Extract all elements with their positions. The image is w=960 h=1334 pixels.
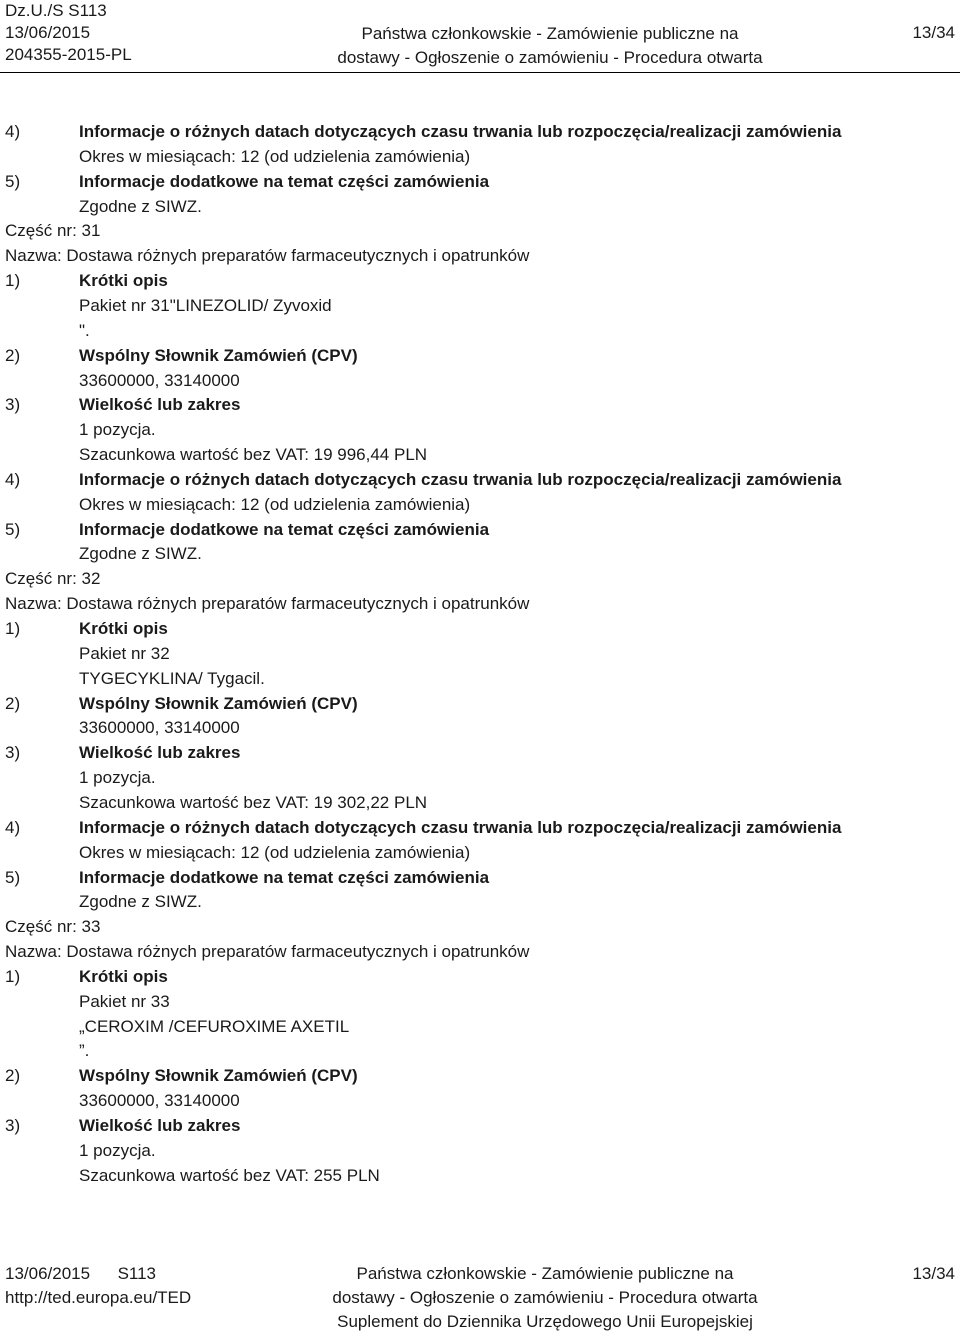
line-text: Pakiet nr 33 bbox=[79, 992, 170, 1011]
line-text: Okres w miesiącach: 12 (od udzielenia zamówienia) bbox=[79, 843, 471, 862]
section-title: Informacje o różnych datach dotyczących czasu trwania lub rozpoczęcia/realizacji zamówienia bbox=[79, 470, 842, 489]
section-title: Informacje o różnych datach dotyczących czasu trwania lub rozpoczęcia/realizacji zamówienia bbox=[79, 818, 842, 837]
section-title: Wspólny Słownik Zamówień (CPV) bbox=[79, 1066, 358, 1085]
page-footer bbox=[0, 1262, 960, 1334]
page-header bbox=[0, 0, 960, 73]
section-title: Wielkość lub zakres bbox=[79, 743, 241, 762]
footer-title-line1: Państwa członkowskie - Zamówienie publiczne na bbox=[356, 1264, 734, 1283]
section-number: 4) bbox=[5, 470, 21, 489]
section-title: Krótki opis bbox=[79, 271, 168, 290]
header-title-line2: dostawy - Ogłoszenie o zamówieniu - Procedura otwarta bbox=[337, 48, 763, 67]
footer-date: 13/06/2015 bbox=[5, 1264, 91, 1283]
line-text: Zgodne z SIWZ. bbox=[79, 544, 202, 563]
line-text: ". bbox=[79, 321, 90, 340]
line-text: 1 pozycja. bbox=[79, 768, 156, 787]
line-text: Okres w miesiącach: 12 (od udzielenia zamówienia) bbox=[79, 147, 471, 166]
section-number: 1) bbox=[5, 271, 21, 290]
line-text: Zgodne z SIWZ. bbox=[79, 197, 202, 216]
section-title: Informacje dodatkowe na temat części zamówienia bbox=[79, 868, 490, 887]
header-journal: Dz.U./S S113 bbox=[5, 1, 107, 20]
section-number: 5) bbox=[5, 868, 21, 887]
line-text: Pakiet nr 31"LINEZOLID/ Zyvoxid bbox=[79, 296, 332, 315]
footer-issue: S113 bbox=[117, 1264, 157, 1283]
line-text: Okres w miesiącach: 12 (od udzielenia zamówienia) bbox=[79, 495, 471, 514]
header-date: 13/06/2015 bbox=[5, 23, 91, 42]
line-text: TYGECYKLINA/ Tygacil. bbox=[79, 669, 265, 688]
section-title: Wspólny Słownik Zamówień (CPV) bbox=[79, 694, 358, 713]
section-title: Wielkość lub zakres bbox=[79, 395, 241, 414]
section-title: Wspólny Słownik Zamówień (CPV) bbox=[79, 346, 358, 365]
section-title: Informacje dodatkowe na temat części zamówienia bbox=[79, 520, 490, 539]
header-title-line1: Państwa członkowskie - Zamówienie publiczne na bbox=[361, 24, 739, 43]
section-number: 2) bbox=[5, 1066, 21, 1085]
header-title bbox=[320, 22, 780, 70]
section-number: 1) bbox=[5, 619, 21, 638]
line-text: 33600000, 33140000 bbox=[79, 371, 240, 390]
line-text: Nazwa: Dostawa różnych preparatów farmaceutycznych i opatrunków bbox=[5, 942, 530, 961]
section-number: 3) bbox=[5, 395, 21, 414]
section-number: 1) bbox=[5, 967, 21, 986]
line-text: 33600000, 33140000 bbox=[79, 718, 240, 737]
footer-url[interactable]: http://ted.europa.eu/TED bbox=[5, 1288, 192, 1307]
section-title: Krótki opis bbox=[79, 619, 168, 638]
line-text: Część nr: 33 bbox=[5, 917, 101, 936]
line-text: 1 pozycja. bbox=[79, 420, 156, 439]
line-text: 1 pozycja. bbox=[79, 1141, 156, 1160]
section-title: Wielkość lub zakres bbox=[79, 1116, 241, 1135]
section-number: 4) bbox=[5, 122, 21, 141]
section-number: 3) bbox=[5, 743, 21, 762]
line-text: Nazwa: Dostawa różnych preparatów farmaceutycznych i opatrunków bbox=[5, 246, 530, 265]
line-text: Szacunkowa wartość bez VAT: 255 PLN bbox=[79, 1166, 380, 1185]
section-number: 5) bbox=[5, 520, 21, 539]
footer-page-number: 13/34 bbox=[912, 1264, 955, 1283]
line-text: 33600000, 33140000 bbox=[79, 1091, 240, 1110]
header-left bbox=[5, 0, 132, 66]
line-text: Zgodne z SIWZ. bbox=[79, 892, 202, 911]
line-text: Nazwa: Dostawa różnych preparatów farmaceutycznych i opatrunków bbox=[5, 594, 530, 613]
line-text: ”. bbox=[79, 1041, 90, 1060]
section-title: Informacje dodatkowe na temat części zamówienia bbox=[79, 172, 490, 191]
section-number: 2) bbox=[5, 346, 21, 365]
section-title: Informacje o różnych datach dotyczących czasu trwania lub rozpoczęcia/realizacji zamówienia bbox=[79, 122, 842, 141]
line-text: Część nr: 32 bbox=[5, 569, 101, 588]
section-number: 3) bbox=[5, 1116, 21, 1135]
footer-title-line3: Suplement do Dziennika Urzędowego Unii Europejskiej bbox=[337, 1312, 753, 1331]
footer-left bbox=[5, 1262, 191, 1310]
section-title: Krótki opis bbox=[79, 967, 168, 986]
line-text: Część nr: 31 bbox=[5, 221, 101, 240]
footer-title-line2: dostawy - Ogłoszenie o zamówieniu - Procedura otwarta bbox=[332, 1288, 758, 1307]
section-number: 4) bbox=[5, 818, 21, 837]
header-ref: 204355-2015-PL bbox=[5, 45, 132, 64]
line-text: Szacunkowa wartość bez VAT: 19 302,22 PLN bbox=[79, 793, 428, 812]
header-page-number: 13/34 bbox=[912, 23, 955, 42]
section-number: 5) bbox=[5, 172, 21, 191]
footer-date-issue bbox=[5, 1262, 191, 1286]
section-number: 2) bbox=[5, 694, 21, 713]
footer-title bbox=[290, 1262, 800, 1334]
line-text: Szacunkowa wartość bez VAT: 19 996,44 PLN bbox=[79, 445, 428, 464]
line-text: „CEROXIM /CEFUROXIME AXETIL bbox=[79, 1017, 350, 1036]
line-text: Pakiet nr 32 bbox=[79, 644, 170, 663]
